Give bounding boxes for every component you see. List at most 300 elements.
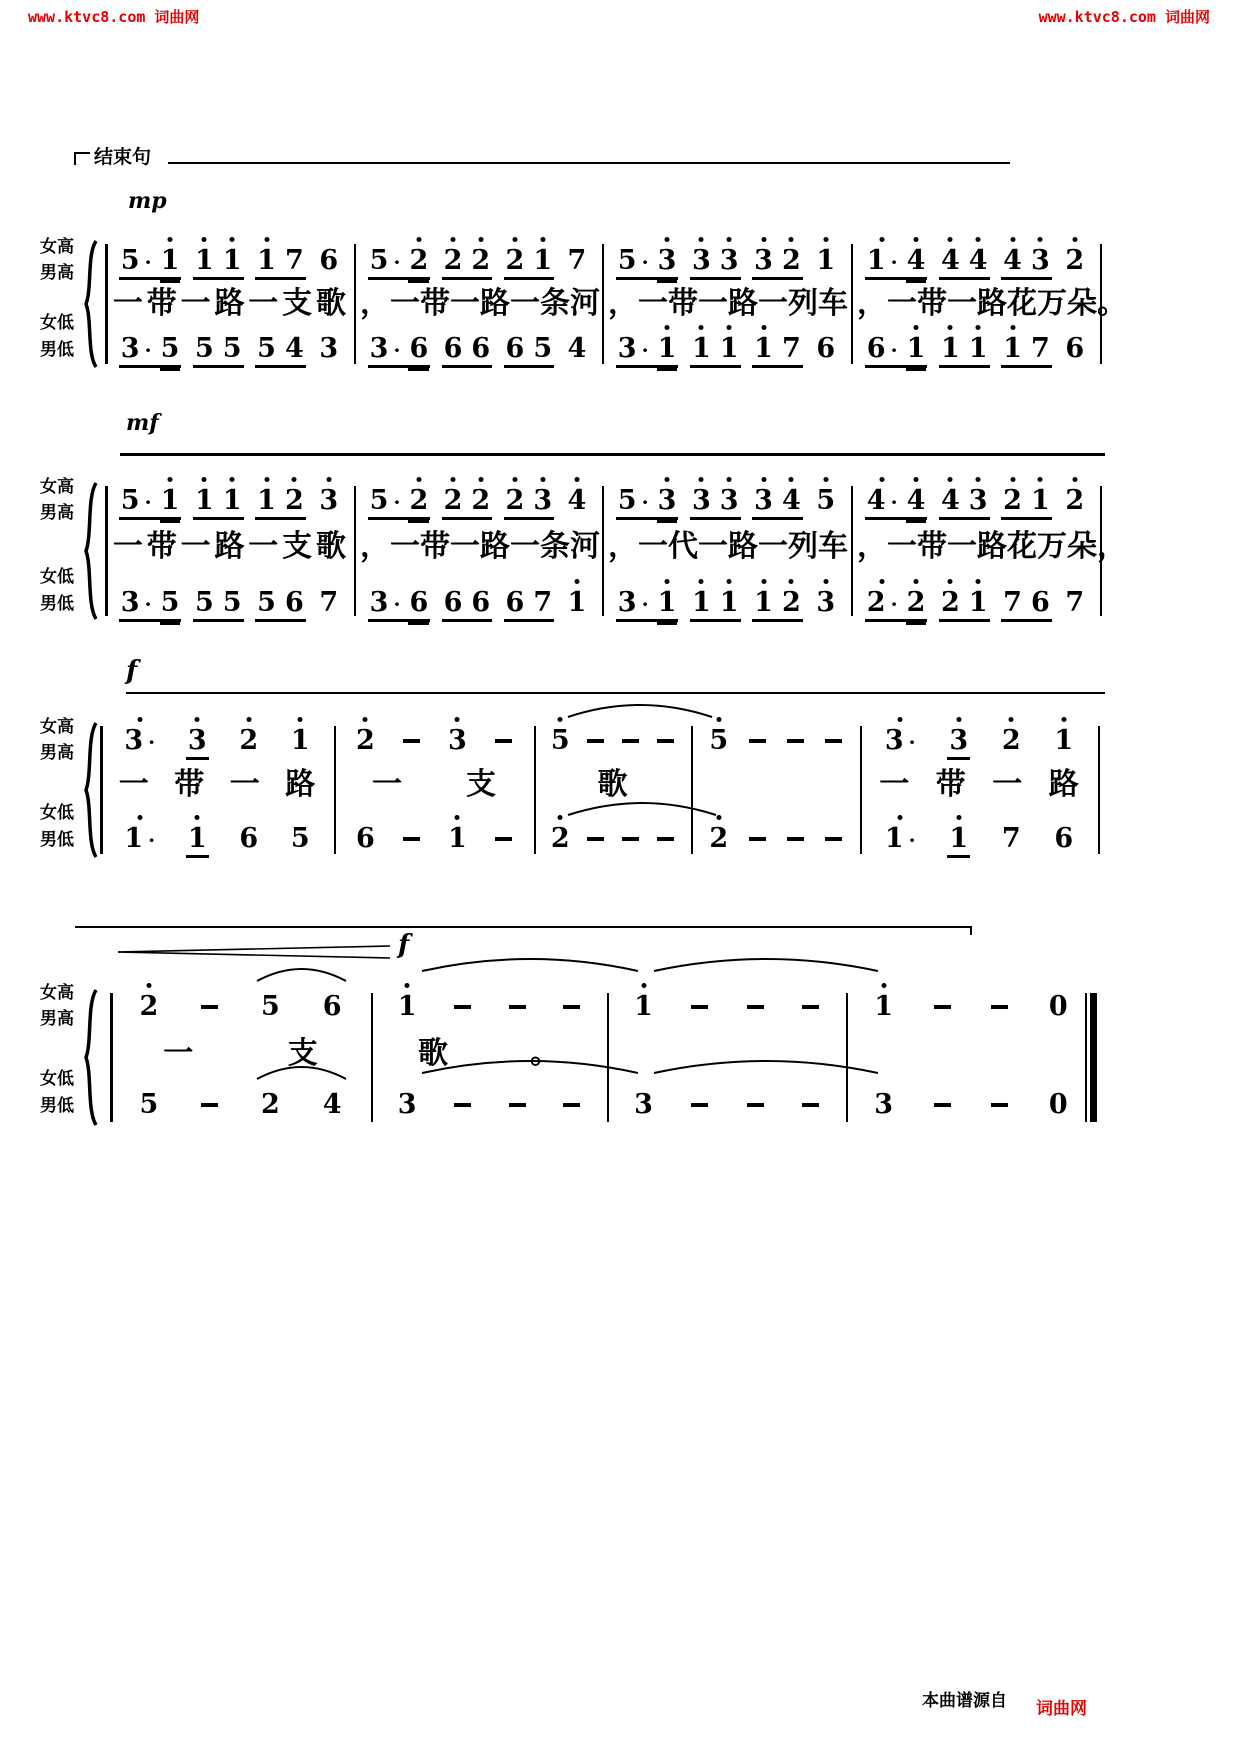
beam-group	[119, 335, 182, 368]
lyric-char: 带	[935, 767, 966, 802]
octave-dot	[898, 815, 903, 820]
beam-group	[745, 1005, 766, 1026]
octave-dot	[574, 477, 579, 482]
augmentation-dot: ·	[393, 338, 401, 362]
lyric-char: 歌	[597, 767, 628, 802]
lyric-measure	[106, 766, 328, 800]
octave-dot	[137, 717, 142, 722]
octave-dot	[716, 717, 721, 722]
lyric-char: 路	[480, 286, 510, 321]
voice-label-soprano: 女高	[40, 983, 74, 1003]
voice-label-bass: 男低	[40, 340, 74, 360]
beam-group	[186, 727, 209, 760]
beam-group	[321, 1091, 344, 1124]
notation-measure	[610, 576, 843, 622]
lyric-measure	[697, 766, 854, 800]
note: 1	[816, 247, 835, 274]
held-beat-dash	[991, 1005, 1008, 1009]
beam-group	[259, 1091, 282, 1124]
held-beat-dash	[934, 1005, 951, 1009]
voice-label-alto: 女低	[40, 313, 74, 333]
voice-label-alto: 女低	[40, 1069, 74, 1089]
beam-group	[939, 247, 990, 280]
notation-measure	[118, 980, 363, 1026]
lyric-measure	[857, 285, 1127, 321]
octave-dot	[405, 983, 410, 988]
beam-group	[317, 589, 340, 622]
held-beat-dash	[825, 837, 842, 841]
beam-group	[396, 993, 419, 1026]
lyric-measure	[360, 528, 600, 564]
note: 4	[567, 333, 587, 364]
voice-label-tenor: 男高	[40, 503, 74, 523]
notation-measure	[113, 322, 346, 368]
lyric-char: 一	[638, 286, 668, 321]
note: 4	[941, 487, 960, 514]
system-brace	[82, 481, 98, 621]
beam-group	[865, 589, 928, 622]
octave-dot	[727, 477, 732, 482]
note: 4	[782, 487, 801, 514]
note: 1 ·	[885, 825, 916, 852]
note: 3	[692, 487, 711, 514]
octave-dot	[512, 237, 517, 242]
note: 2	[409, 247, 428, 274]
note: 1 ·	[124, 825, 155, 852]
octave-dot	[326, 477, 331, 482]
slur-arc	[420, 956, 640, 974]
notation-measure	[362, 474, 594, 520]
octave-dot	[948, 477, 953, 482]
note: 2	[506, 487, 525, 514]
notation-measure	[854, 1078, 1088, 1124]
barline	[602, 486, 604, 616]
beam-group	[442, 487, 493, 520]
voice-label-alto: 女低	[40, 803, 74, 823]
beam-group	[752, 589, 803, 622]
beam-group	[255, 487, 306, 520]
note: 3 ·	[120, 333, 152, 364]
sixteenth-underline	[408, 622, 429, 625]
lyric-char: 一	[510, 529, 540, 564]
beam-group	[814, 487, 837, 520]
beam-group	[865, 335, 928, 368]
beam-group	[317, 247, 340, 280]
note: 1	[949, 825, 968, 852]
lyric-measure	[360, 285, 600, 321]
beam-group	[823, 739, 844, 760]
augmentation-dot: ·	[890, 338, 898, 362]
beam-group	[689, 1005, 710, 1026]
note: 6	[443, 333, 463, 364]
lyric-char: ，	[857, 286, 887, 321]
note: 3	[692, 247, 711, 274]
octave-dot	[699, 325, 704, 330]
note: 3	[874, 1089, 894, 1120]
lyric-char: 一	[698, 529, 728, 564]
notation-measure	[379, 1078, 599, 1124]
note: 2	[1065, 247, 1084, 274]
beam-group	[939, 589, 990, 622]
octave-dot	[948, 237, 953, 242]
note: 3	[720, 487, 739, 514]
beam-group	[883, 825, 918, 858]
octave-dot	[1061, 717, 1066, 722]
beam-group	[1001, 487, 1052, 520]
beam-group	[616, 487, 679, 520]
notation-measure	[113, 576, 346, 622]
note: 1	[1031, 487, 1050, 514]
note: 3 ·	[369, 333, 401, 364]
beam-group	[1052, 727, 1075, 760]
octave-dot	[1038, 477, 1043, 482]
notation-measure	[362, 234, 594, 280]
lyric-char: 路	[728, 529, 758, 564]
notation-measure	[362, 322, 594, 368]
beam-group	[289, 825, 312, 858]
lyric-char: 支	[466, 767, 496, 802]
voice-label-bass: 男低	[40, 594, 74, 614]
octave-dot	[1010, 477, 1015, 482]
beam-group	[690, 247, 741, 280]
crescendo-hairpin	[118, 944, 390, 958]
octave-dot	[264, 477, 269, 482]
barline	[334, 726, 336, 854]
sixteenth-underline	[160, 520, 181, 523]
beam-group	[317, 335, 340, 368]
note: 1	[398, 993, 417, 1020]
beam-group	[1052, 825, 1075, 858]
notation-measure	[362, 576, 594, 622]
note: 5	[261, 991, 280, 1022]
notation-measure	[859, 474, 1092, 520]
octave-dot	[202, 477, 207, 482]
lyric-char: 一	[947, 529, 977, 564]
note: 5 ·	[617, 485, 649, 516]
beam-group	[354, 727, 377, 760]
system-start-barline	[110, 993, 113, 1122]
note: 6	[284, 587, 304, 618]
lyric-char: 支	[287, 1036, 318, 1071]
note: 6	[1054, 823, 1074, 854]
octave-dot	[558, 717, 563, 722]
notation-measure	[542, 812, 683, 858]
octave-dot	[363, 717, 368, 722]
system-start-barline	[105, 486, 108, 616]
augmentation-dot: ·	[393, 250, 401, 274]
note: 7	[1065, 587, 1085, 618]
end-barline	[1098, 726, 1100, 854]
beam-group	[800, 1005, 821, 1026]
sixteenth-underline	[657, 520, 678, 523]
beam-group	[655, 837, 676, 858]
octave-dot	[246, 717, 251, 722]
voice-label-bass: 男低	[40, 830, 74, 850]
beam-group	[504, 247, 555, 280]
octave-dot	[540, 237, 545, 242]
beam-group	[452, 1005, 473, 1026]
lyric-char: ，	[608, 286, 638, 321]
note: 3	[658, 487, 677, 514]
rest-note: 0	[1048, 991, 1068, 1022]
lyric-char: 一	[248, 529, 279, 564]
note: 7	[567, 245, 587, 276]
beam-group	[566, 589, 589, 622]
lyric-char: 一	[758, 529, 788, 564]
note: 1	[533, 247, 552, 274]
lyric-char: 一	[180, 529, 211, 564]
beam-group	[752, 247, 803, 280]
octave-dot	[416, 477, 421, 482]
beam-group	[119, 589, 182, 622]
held-beat-dash	[749, 837, 766, 841]
sixteenth-underline	[657, 280, 678, 283]
lyric-char: 一	[118, 767, 149, 802]
beam-group	[872, 993, 895, 1026]
barline	[851, 486, 853, 616]
octave-dot	[664, 477, 669, 482]
note: 1	[692, 335, 711, 362]
notation-measure	[118, 1078, 363, 1124]
beam-group	[1063, 247, 1086, 280]
octave-dot	[664, 325, 669, 330]
beam-group	[122, 727, 157, 760]
note: 5 ·	[369, 485, 401, 516]
notation-measure	[379, 980, 599, 1026]
lyric-char: 一	[390, 286, 420, 321]
beam-group	[947, 727, 970, 760]
beam-group	[616, 335, 679, 368]
note: 2	[709, 825, 728, 852]
note: 6 ·	[866, 333, 898, 364]
lyric-char: 花	[1007, 529, 1037, 564]
lyric-char: 一	[947, 286, 977, 321]
held-beat-dash	[749, 739, 766, 743]
voice-label-soprano: 女高	[40, 477, 74, 497]
lyric-char: 带	[146, 286, 177, 321]
lyric-measure	[340, 766, 528, 800]
beam-group	[707, 727, 730, 760]
note: 2	[1003, 487, 1022, 514]
held-beat-dash	[509, 1103, 526, 1107]
held-beat-dash	[802, 1103, 819, 1107]
lyric-char: 路	[214, 529, 245, 564]
system-brace	[82, 239, 98, 369]
note: 3	[634, 1089, 653, 1120]
note: 4 ·	[867, 487, 898, 514]
lyric-char: 花	[1007, 286, 1037, 321]
beam-group	[396, 1091, 419, 1124]
note: 7	[1003, 587, 1022, 618]
beam-group	[932, 1103, 953, 1124]
lyric-char: 一	[879, 767, 910, 802]
notation-measure	[610, 322, 843, 368]
note: 5 ·	[617, 245, 649, 276]
lyric-measure	[608, 285, 848, 321]
notation-measure	[859, 576, 1092, 622]
lyric-char: 支	[282, 529, 313, 564]
barline	[860, 726, 862, 854]
beam-group	[1000, 825, 1023, 858]
beam-group	[137, 993, 160, 1026]
beam-group	[368, 487, 431, 520]
notation-measure	[868, 714, 1090, 760]
beam-group	[616, 589, 679, 622]
lyric-char: 列	[788, 529, 818, 564]
notation-measure	[342, 714, 526, 760]
beam-group	[199, 1005, 220, 1026]
octave-dot	[540, 477, 545, 482]
note: 2	[409, 487, 428, 514]
note: 2	[941, 589, 960, 616]
octave-dot	[913, 325, 918, 330]
lyric-char: 一	[112, 286, 143, 321]
lyric-char: 路	[977, 529, 1007, 564]
beam-group	[566, 247, 589, 280]
beam-group	[446, 727, 469, 760]
beam-group	[632, 993, 655, 1026]
beam-group	[507, 1103, 528, 1124]
lyric-char: 带	[917, 529, 947, 564]
slur-arc	[566, 702, 714, 720]
voice-label-soprano: 女高	[40, 237, 74, 257]
augmentation-dot: ·	[641, 490, 649, 514]
note: 1 ·	[867, 247, 898, 274]
beam-group	[1047, 993, 1070, 1026]
beam-group	[193, 589, 244, 622]
note: 3	[397, 1089, 417, 1120]
notation-measure	[699, 812, 852, 858]
slur-arc	[420, 1058, 640, 1076]
lyric-char: 路	[480, 529, 510, 564]
beam-group	[1001, 247, 1052, 280]
note: 1	[161, 247, 180, 274]
beam-group	[939, 487, 990, 520]
note: 2	[444, 487, 463, 514]
held-beat-dash	[201, 1103, 218, 1107]
beam-group	[616, 247, 679, 280]
lyric-char: 带	[668, 286, 698, 321]
lyric-char: 。	[530, 1036, 560, 1071]
lyric-char: 路	[214, 286, 245, 321]
voice-label-tenor: 男高	[40, 263, 74, 283]
note: 1	[257, 487, 276, 514]
lyric-char: 一	[163, 1036, 194, 1071]
octave-dot	[956, 815, 961, 820]
note: 2	[1065, 487, 1084, 514]
note: 4	[907, 247, 926, 274]
note: 5 ·	[369, 245, 401, 276]
note: 1	[257, 247, 276, 274]
octave-dot	[913, 477, 918, 482]
lyric-char: 一	[992, 767, 1023, 802]
beam-group	[442, 247, 493, 280]
note: 5	[290, 823, 310, 854]
beam-group	[368, 335, 431, 368]
beam-group	[289, 727, 312, 760]
lyric-char: 。	[1097, 286, 1127, 321]
beam-group	[690, 589, 741, 622]
lyric-char: 车	[818, 529, 848, 564]
beam-group	[566, 335, 589, 368]
held-beat-dash	[657, 739, 674, 743]
note: 1	[195, 487, 214, 514]
note: 3	[949, 727, 968, 754]
section-bracket-corner	[74, 152, 90, 165]
beam-group	[255, 589, 306, 622]
note: 5	[257, 587, 276, 618]
held-beat-dash	[495, 739, 512, 743]
lyric-char: 一	[450, 286, 480, 321]
note: 1	[907, 335, 926, 362]
octave-dot	[727, 237, 732, 242]
beam-group	[504, 487, 555, 520]
octave-dot	[664, 579, 669, 584]
octave-dot	[1038, 237, 1043, 242]
augmentation-dot: ·	[641, 592, 649, 616]
barline	[371, 993, 373, 1122]
lyric-char: 带	[174, 767, 205, 802]
lyric-char: 条	[540, 529, 570, 564]
note: 5	[533, 333, 553, 364]
note: 6	[505, 587, 525, 618]
beam-group	[989, 1005, 1010, 1026]
slur-arc	[652, 956, 880, 974]
lyric-char: 一	[248, 286, 279, 321]
note: 6	[443, 587, 463, 618]
beam-group	[989, 1103, 1010, 1124]
note: 3	[720, 247, 739, 274]
note: 6	[471, 333, 491, 364]
lyric-char: 河	[570, 529, 600, 564]
note: 2	[139, 993, 158, 1020]
beam-group	[1063, 487, 1086, 520]
note: 2	[1002, 727, 1021, 754]
beam-group	[199, 1103, 220, 1124]
lyric-char: 朵	[1067, 529, 1097, 564]
held-beat-dash	[991, 1103, 1008, 1107]
octave-dot	[880, 237, 885, 242]
note: 5	[257, 333, 276, 364]
final-barline-thick	[1090, 993, 1097, 1122]
beam-group	[442, 589, 493, 622]
barline	[354, 486, 356, 616]
note: 4	[284, 333, 304, 364]
lyric-char: ，	[857, 529, 887, 564]
sixteenth-underline	[160, 368, 181, 371]
beam-group	[186, 825, 209, 858]
beam-group	[549, 727, 572, 760]
note: 3	[658, 247, 677, 274]
notation-measure	[542, 714, 683, 760]
octave-dot	[761, 237, 766, 242]
octave-dot	[976, 477, 981, 482]
beam-group	[368, 247, 431, 280]
beam-group	[193, 335, 244, 368]
octave-dot	[956, 717, 961, 722]
note: 1	[161, 487, 180, 514]
footer-site-label: 词曲网	[1036, 1699, 1087, 1719]
note: 1	[195, 247, 214, 274]
phrase-line-end-tick	[970, 926, 972, 935]
lyric-char: 歌	[315, 529, 346, 564]
sixteenth-underline	[657, 368, 678, 371]
augmentation-dot: ·	[144, 250, 152, 274]
beam-group	[865, 487, 928, 520]
augmentation-dot: ·	[148, 828, 156, 852]
beam-group	[119, 247, 182, 280]
lyric-char: 带	[420, 529, 450, 564]
